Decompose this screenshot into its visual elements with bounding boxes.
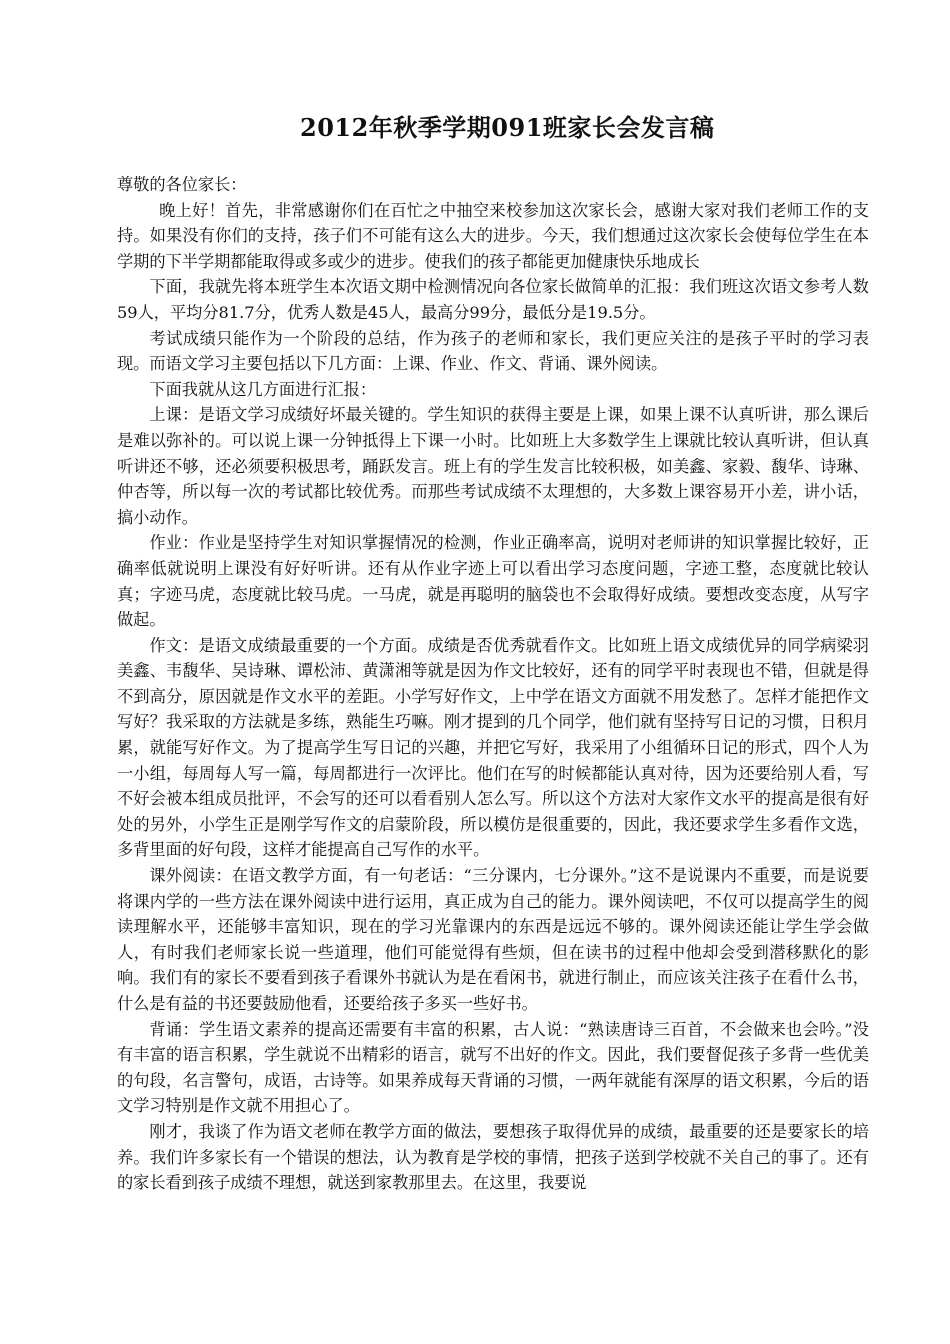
document-body: [117, 172, 869, 1196]
paragraph-report-intro: 下面我就从这几方面进行汇报：: [149, 379, 377, 399]
paragraph-class: 上课：是语文学习成绩好坏最关键的。学生知识的获得主要是上课，如果上课不认真听讲，那么课后是难以弥补的。可以说上课一分钟抵得上下课一小时。比如班上大多数学生上课就比较认真听讲，但认真听讲还不够，还必须要积极思考，踊跃发言。班上有的学生发言比较积极，如美鑫、家毅、馥华、诗琳、仲杏等，所以每一次的考试都比较优秀。而那些考试成绩不太理想的，大多数上课容易开小差，讲小话，搞小动作。: [117, 405, 869, 527]
paragraph-greeting: 晚上好！首先，非常感谢你们在百忙之中抽空来校参加这次家长会，感谢大家对我们老师工作的支持。如果没有你们的支持，孩子们不可能有这么大的进步。今天，我们想通过这次家长会使每位学生在本学期的下半学期都能取得或多或少的进步。使我们的孩子都能更加健康快乐地成长: [117, 200, 869, 271]
paragraph-parent-role: 刚才，我谈了作为语文老师在教学方面的做法，要想孩子取得优异的成绩，最重要的还是要家长的培养。我们许多家长有一个错误的想法，认为教育是学校的事情，把孩子送到学校就不关自己的事了。还有的家长看到孩子成绩不理想，就送到家教那里去。在这里，我要说: [117, 1121, 869, 1193]
paragraph-learning-aspects: 考试成绩只能作为一个阶段的总结，作为孩子的老师和家长，我们更应关注的是孩子平时的学习表现。而语文学习主要包括以下几方面：上课、作业、作文、背诵、课外阅读。: [117, 328, 869, 374]
document-title: 2012年秋季学期091班家长会发言稿: [300, 113, 715, 142]
paragraph-composition: 作文：是语文成绩最重要的一个方面。成绩是否优秀就看作文。比如班上语文成绩优异的同学病梁羽美鑫、韦馥华、吴诗琳、谭松沛、黄潇湘等就是因为作文比较好，还有的同学平时表现也不错，但就是得不到高分，原因就是作文水平的差距。小学写好作文，上中学在语文方面就不用发愁了。怎样才能把作文写好？我采取的方法就是多练，熟能生巧嘛。刚才提到的几个同学，他们就有坚持写日记的习惯，日积月累，就能写好作文。为了提高学生写日记的兴趣，并把它写好，我采用了小组循环日记的形式，四个人为一小组，每周每人写一篇，每周都进行一次评比。他们在写的时候都能认真对待，因为还要给别人看，写不好会被本组成员批评，不会写的还可以看看别人怎么写。所以这个方法对大家作文水平的提高是很有好处的另外，小学生正是刚学写作文的启蒙阶段，所以模仿是很重要的，因此，我还要求学生多看作文选，多背里面的好句段，这样才能提高自己写作的水平。: [117, 635, 869, 860]
paragraph-exam-report: 下面，我就先将本班学生本次语文期中检测情况向各位家长做简单的汇报：我们班这次语文参考人数59人，平均分81.7分，优秀人数是45人，最高分99分，最低分是19.5分。: [117, 277, 869, 322]
salutation: 尊敬的各位家长：: [117, 175, 247, 194]
paragraph-extracurricular-reading: 课外阅读：在语文教学方面，有一句老话：“三分课内，七分课外。”这不是说课内不重要，而是说要将课内学的一些方法在课外阅读中进行运用，真正成为自己的能力。课外阅读吧，不仅可以提高学生的阅读理解水平，还能够丰富知识，现在的学习光靠课内的东西是远远不够的。课外阅读还能让学生学会做人，有时我们老师家长说一些道理，他们可能觉得有些烦，但在读书的过程中他却会受到潜移默化的影响。我们有的家长不要看到孩子看课外书就认为是在看闲书，就进行制止，而应该关注孩子在看什么书，什么是有益的书还要鼓励他看，还要给孩子多买一些好书。: [117, 866, 869, 1013]
paragraph-homework: 作业：作业是坚持学生对知识掌握情况的检测，作业正确率高，说明对老师讲的知识掌握比较好，正确率低就说明上课没有好好听讲。还有从作业字迹上可以看出学习态度问题，字迹工整，态度就比较认真；字迹马虎，态度就比较马虎。一马虎，就是再聪明的脑袋也不会取得好成绩。要想改变态度，从写字做起。: [117, 533, 869, 630]
paragraph-recitation: 背诵：学生语文素养的提高还需要有丰富的积累，古人说：“熟读唐诗三百首，不会做来也会吟。”没有丰富的语言积累，学生就说不出精彩的语言，就写不出好的作文。因此，我们要督促孩子多背一些优美的句段，名言警句，成语，古诗等。如果养成每天背诵的习惯，一两年就能有深厚的语文积累，今后的语文学习特别是作文就不用担心了。: [117, 1019, 869, 1116]
